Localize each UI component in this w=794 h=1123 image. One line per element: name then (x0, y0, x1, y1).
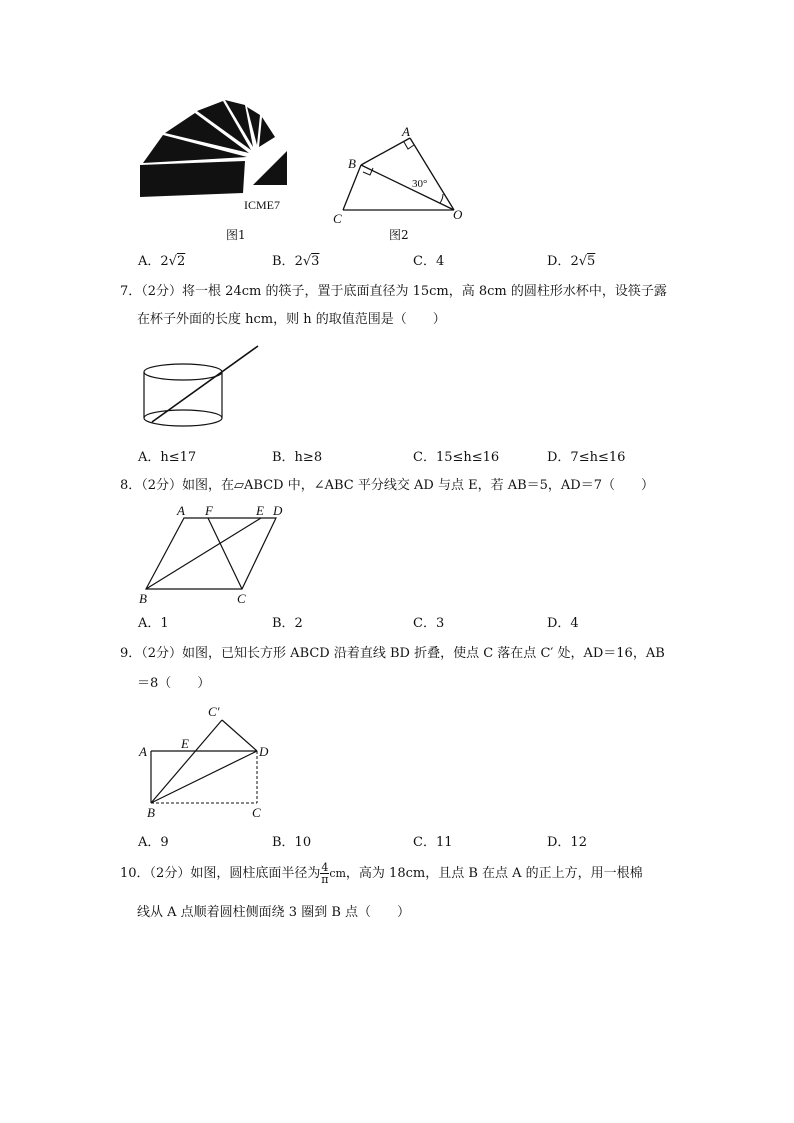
q7-stem-line2: 在杯子外面的长度 hcm，则 h 的取值范围是（ ） (137, 312, 446, 327)
q8-label-E: E (256, 503, 264, 518)
q9-label-C-prime: C′ (208, 704, 220, 719)
q6-fig2-label-A: A (402, 124, 410, 139)
q6-option-b[interactable]: B．2√3 (272, 254, 320, 269)
option-letter: D． (547, 254, 571, 269)
q7-option-c[interactable]: C．15≤h≤16 (413, 450, 500, 465)
q6-fig2-label-C: C (333, 211, 342, 226)
q8-label-A: A (177, 503, 185, 518)
q7-stem-line1: 7．（2分）将一根 24cm 的筷子，置于底面直径为 15cm，高 8cm 的圆柱形水杯中，设筷子露 (120, 284, 667, 299)
q9-option-d[interactable]: D．12 (547, 835, 587, 850)
option-letter: B． (272, 254, 295, 269)
q8-option-d[interactable]: D．4 (547, 616, 579, 631)
q6-option-c[interactable]: C．4 (413, 254, 445, 269)
option-letter: C． (413, 254, 436, 269)
q9-stem-line2: ＝8（ ） (137, 676, 211, 691)
q7-option-d[interactable]: D．7≤h≤16 (547, 450, 626, 465)
q7-option-a[interactable]: A．h≤17 (138, 450, 197, 465)
q8-label-F: F (205, 503, 213, 518)
q8-label-D: D (273, 503, 283, 518)
q8-figure-parallelogram (140, 512, 290, 592)
q6-fig2-caption: 图2 (389, 228, 409, 242)
q8-stem-line1: 8．（2分）如图，在▱ABCD 中，∠ABC 平分线交 AD 与点 E，若 AB＝5，AD＝7（ ） (120, 478, 655, 493)
q7-option-b[interactable]: B．h≥8 (272, 450, 323, 465)
sqrt-sign: √ (578, 254, 588, 269)
q9-figure-rectangle-fold (140, 710, 270, 810)
q9-label-C: C (252, 805, 261, 820)
q7-figure-cylinder (136, 342, 266, 432)
q8-label-C: C (237, 591, 246, 606)
sqrt-sign: √ (302, 254, 312, 269)
q9-label-B: B (147, 805, 155, 820)
q9-stem-line1: 9．（2分）如图，已知长方形 ABCD 沿着直线 BD 折叠，使点 C 落在点 C′ 处，AD＝16，AB (120, 646, 665, 661)
q6-fig2-label-B: B (348, 156, 356, 171)
q9-label-A: A (139, 744, 147, 759)
q9-option-b[interactable]: B．10 (272, 835, 312, 850)
q6-fig1-label: ICME7 (244, 198, 280, 212)
q8-label-B: B (139, 591, 147, 606)
q9-option-c[interactable]: C．11 (413, 835, 453, 850)
q8-option-c[interactable]: C．3 (413, 616, 445, 631)
q6-fig2-angle: 30° (412, 178, 428, 190)
q10-stem-line2: 线从 A 点顺着圆柱侧面绕 3 圈到 B 点（ ） (137, 905, 411, 920)
q10-stem-line1: 10．（2分）如图，圆柱底面半径为 $\frac{4}{\pi}$ cm，高为 18cm，且点 B 在点 A 的正上方，用一根棉 (120, 861, 643, 886)
q6-fig1-caption: 图1 (226, 228, 246, 242)
q8-option-b[interactable]: B．2 (272, 616, 303, 631)
q6-option-d[interactable]: D．2√5 (547, 254, 596, 269)
q6-option-a[interactable]: A．2√2 (138, 254, 186, 269)
q8-option-a[interactable]: A．1 (138, 616, 169, 631)
q9-label-E: E (181, 736, 189, 751)
q9-label-D: D (259, 744, 269, 759)
q6-fig2-label-O: O (453, 207, 463, 222)
fraction: $\frac{4}{\pi}$ (321, 861, 329, 886)
option-letter: A． (138, 254, 161, 269)
q6-figure1-spiral (135, 95, 295, 205)
q6-figure2-triangles (330, 120, 470, 230)
q9-option-a[interactable]: A．9 (138, 835, 169, 850)
sqrt-sign: √ (168, 254, 177, 269)
